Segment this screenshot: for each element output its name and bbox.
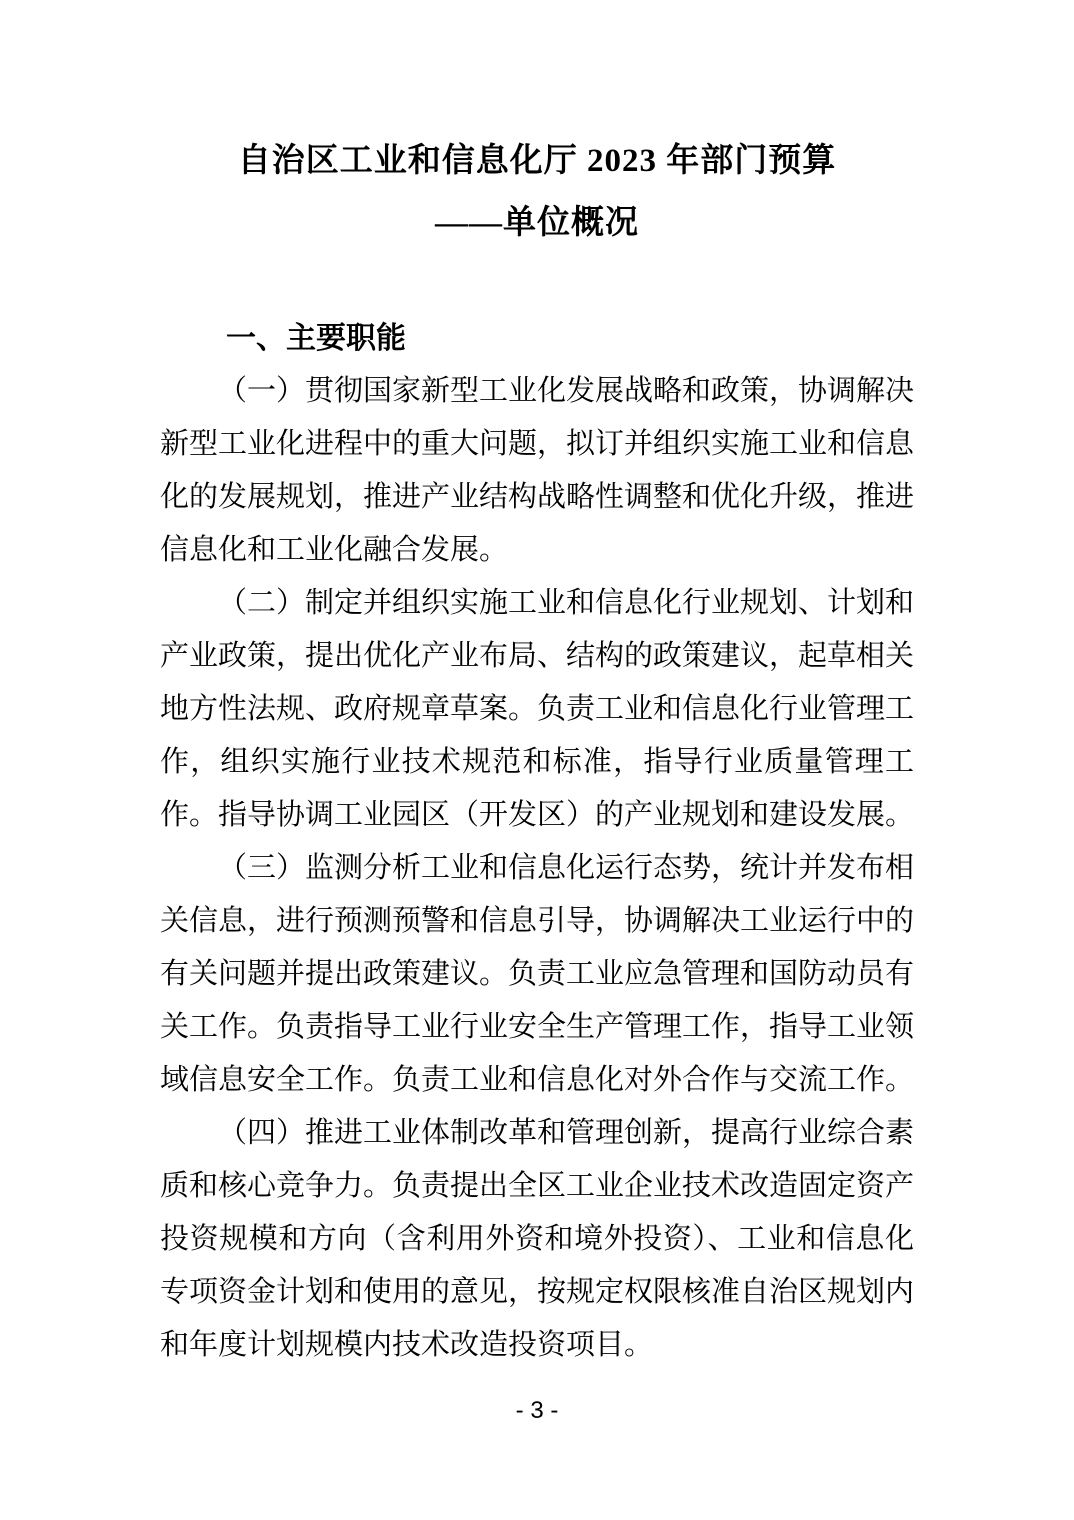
document-content [160,130,914,1372]
section-heading: 一、主要职能 [226,321,406,356]
page-number: - 3 - [515,1397,559,1424]
paragraph-3: （三）监测分析工业和信息化运行态势，统计并发布相关信息，进行预测预警和信息引导，协调解决工业运行中的有关问题并提出政策建议。负责工业应急管理和国防动员有关工作。负责指导工业行业安全生产管理工作，指导工业领域信息安全工作。负责工业和信息化对外合作与交流工作。 [160,852,915,1096]
paragraph-2: （二）制定并组织实施工业和信息化行业规划、计划和产业政策，提出优化产业布局、结构的政策建议，起草相关地方性法规、政府规章草案。负责工业和信息化行业管理工作，组织实施行业技术规范和标准，指导行业质量管理工作。指导协调工业园区（开发区）的产业规划和建设发展。 [160,587,915,831]
paragraph-4: （四）推进工业体制改革和管理创新，提高行业综合素质和核心竞争力。负责提出全区工业企业技术改造固定资产投资规模和方向（含利用外资和境外投资）、工业和信息化专项资金计划和使用的意见，按规定权限核准自治区规划内和年度计划规模内技术改造投资项目。 [160,1117,915,1361]
paragraph-1: （一）贯彻国家新型工业化发展战略和政策，协调解决新型工业化进程中的重大问题，拟订并组织实施工业和信息化的发展规划，推进产业结构战略性调整和优化升级，推进信息化和工业化融合发展。 [160,375,915,566]
document-title: 自治区工业和信息化厅 2023 年部门预算 [237,143,837,179]
document-subtitle: ——单位概况 [435,205,639,241]
